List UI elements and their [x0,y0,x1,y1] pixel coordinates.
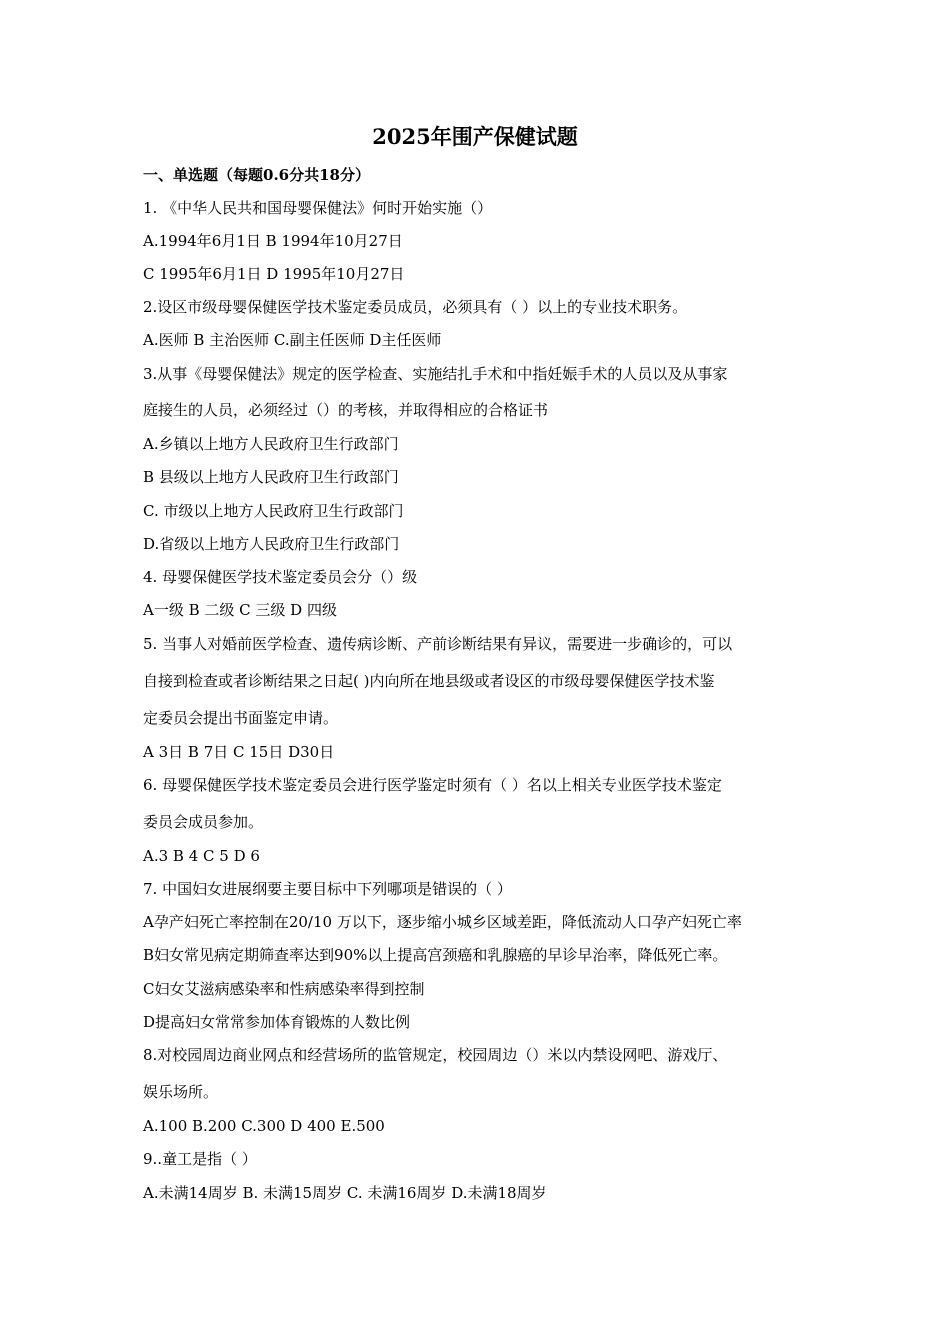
question-3-option-a: A.乡镇以上地方人民政府卫生行政部门 [143,435,399,453]
question-7-option-a: A孕产妇死亡率控制在20/10 万以下，逐步缩小城乡区域差距，降低流动人口孕产妇死亡率 [143,913,742,931]
question-2: 2.设区市级母婴保健医学技术鉴定委员成员，必须具有（ ）以上的专业技术职务。 [143,298,688,316]
question-6-line-1: 6. 母婴保健医学技术鉴定委员会进行医学鉴定时须有（ ）名以上相关专业医学技术鉴定 [143,776,722,794]
question-1-options-cd: C 1995年6月1日 D 1995年10月27日 [143,265,405,283]
question-6-options: A.3 B 4 C 5 D 6 [143,847,260,865]
question-4-options: A一级 B 二级 C 三级 D 四级 [143,601,337,619]
page-title: 2025年围产保健试题 [372,124,578,149]
question-5-line-2: 自接到检查或者诊断结果之日起( )内向所在地县级或者设区的市级母婴保健医学技术鉴 [143,672,715,690]
question-5-options: A 3日 B 7日 C 15日 D30日 [143,743,335,761]
question-7-option-c: C妇女艾滋病感染率和性病感染率得到控制 [143,980,425,998]
question-4: 4. 母婴保健医学技术鉴定委员会分（）级 [143,568,418,586]
question-9: 9..童工是指（ ） [143,1150,257,1168]
question-5-line-1: 5. 当事人对婚前医学检查、遗传病诊断、产前诊断结果有异议，需要进一步确诊的，可以 [143,635,733,653]
question-2-options: A.医师 B 主治医师 C.副主任医师 D主任医师 [143,331,442,349]
question-3-line-1: 3.从事《母婴保健法》规定的医学检查、实施结扎手术和中指妊娠手术的人员以及从事家 [143,365,728,383]
question-3-line-2: 庭接生的人员，必须经过（）的考核，并取得相应的合格证书 [143,401,549,419]
question-6-line-2: 委员会成员参加。 [143,813,264,831]
question-3-option-c: C. 市级以上地方人民政府卫生行政部门 [143,502,404,520]
question-7-option-d: D提高妇女常常参加体育锻炼的人数比例 [143,1013,411,1031]
question-8-options: A.100 B.200 C.300 D 400 E.500 [143,1117,385,1135]
question-3-option-d: D.省级以上地方人民政府卫生行政部门 [143,535,400,553]
question-7-option-b: B妇女常见病定期筛查率达到90%以上提高宫颈癌和乳腺癌的早诊早治率，降低死亡率。 [143,946,728,964]
question-8-line-2: 娱乐场所。 [143,1083,219,1101]
question-1-options-ab: A.1994年6月1日 B 1994年10月27日 [143,232,403,250]
section-heading: 一、单选题（每题0.6分共18分） [143,166,370,184]
question-7: 7. 中国妇女进展纲要主要目标中下列哪项是错误的（ ） [143,880,512,898]
question-5-line-3: 定委员会提出书面鉴定申请。 [143,709,339,727]
question-8-line-1: 8.对校园周边商业网点和经营场所的监管规定，校园周边（）米以内禁设网吧、游戏厅、 [143,1046,728,1064]
question-3-option-b: B 县级以上地方人民政府卫生行政部门 [143,468,399,486]
question-9-options: A.未满14周岁 B. 未满15周岁 C. 未满16周岁 D.未满18周岁 [143,1184,547,1202]
question-1: 1. 《中华人民共和国母婴保健法》何时开始实施（） [143,199,493,217]
